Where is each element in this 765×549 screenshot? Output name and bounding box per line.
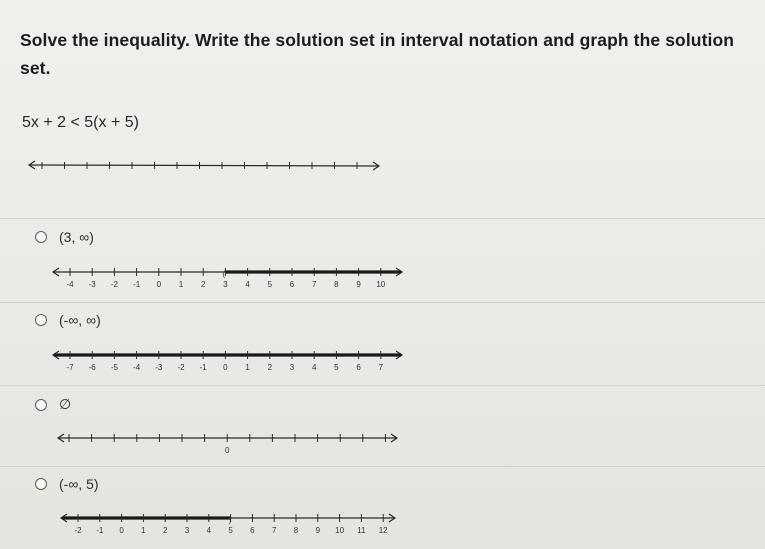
tick-label: 4	[245, 280, 250, 289]
tick-label: -4	[66, 280, 74, 289]
tick-label: 1	[141, 526, 146, 535]
tick-label: -6	[88, 363, 96, 372]
tick-label: -5	[110, 363, 118, 372]
option-b-number-line	[50, 345, 410, 377]
tick-label: 9	[315, 526, 321, 535]
option-a-number-line	[50, 262, 410, 294]
option-a[interactable]	[35, 229, 94, 245]
tick-label: -1	[199, 363, 207, 372]
tick-label: 9	[356, 280, 361, 289]
option-c-number-line	[55, 428, 415, 460]
tick-label: -1	[96, 526, 104, 535]
divider	[0, 218, 765, 219]
tick-label: 6	[356, 363, 361, 372]
option-d-radio[interactable]	[35, 478, 47, 490]
tick-label: 8	[334, 280, 339, 289]
tick-label: -4	[133, 363, 141, 372]
tick-label: 0	[156, 280, 162, 289]
tick-label: 7	[271, 526, 277, 535]
option-c-label: ∅	[59, 396, 72, 412]
tick-label: -3	[88, 280, 96, 289]
tick-label: 7	[311, 280, 317, 289]
tick-label: 6	[289, 280, 295, 289]
tick-label: 2	[267, 363, 273, 372]
tick-label: 11	[357, 526, 366, 535]
option-b[interactable]	[35, 312, 101, 328]
tick-label: 1	[245, 363, 250, 372]
option-d-label: (-∞, 5)	[59, 476, 99, 492]
open-parenthesis: (	[222, 269, 226, 279]
tick-label: 0	[223, 363, 228, 372]
tick-label: -2	[74, 526, 82, 535]
tick-label: 3	[184, 526, 190, 535]
tick-label: -3	[155, 363, 163, 372]
question-text: Solve the inequality. Write the solution set in interval notation and graph the solution set.	[20, 30, 735, 78]
close-parenthesis: )	[228, 515, 232, 525]
tick-label: 2	[200, 280, 206, 289]
divider	[0, 302, 765, 303]
option-d[interactable]	[35, 476, 99, 492]
tick-label: 4	[311, 363, 317, 372]
tick-label: 7	[378, 363, 384, 372]
tick-label: 1	[178, 280, 184, 289]
option-c-radio[interactable]	[35, 399, 47, 411]
option-b-label: (-∞, ∞)	[59, 312, 101, 328]
answer-number-line[interactable]	[26, 156, 386, 176]
tick-label: 8	[293, 526, 299, 535]
tick-label: 4	[206, 526, 212, 535]
tick-label: 3	[223, 280, 228, 289]
tick-label: 0	[119, 526, 124, 535]
tick-label: 5	[228, 526, 233, 535]
tick-label: -2	[110, 280, 118, 289]
tick-label: -7	[66, 363, 74, 372]
tick-label: 12	[378, 526, 388, 535]
tick-label: 3	[289, 363, 295, 372]
tick-label: 10	[335, 526, 345, 535]
tick-label: 0	[224, 446, 230, 455]
inequality: 5x + 2 < 5(x + 5)	[22, 114, 139, 131]
tick-label: -1	[133, 280, 141, 289]
tick-label: 5	[334, 363, 339, 372]
tick-label: 5	[267, 280, 273, 289]
tick-label: 10	[376, 280, 386, 289]
divider	[0, 466, 765, 467]
divider	[0, 385, 765, 386]
option-a-label: (3, ∞)	[59, 229, 94, 245]
option-a-radio[interactable]	[35, 231, 47, 243]
option-c[interactable]	[35, 396, 71, 413]
tick-label: 6	[250, 526, 255, 535]
option-d-number-line	[58, 508, 418, 540]
tick-label: -2	[177, 363, 185, 372]
option-b-radio[interactable]	[35, 314, 47, 326]
tick-label: 2	[162, 526, 168, 535]
